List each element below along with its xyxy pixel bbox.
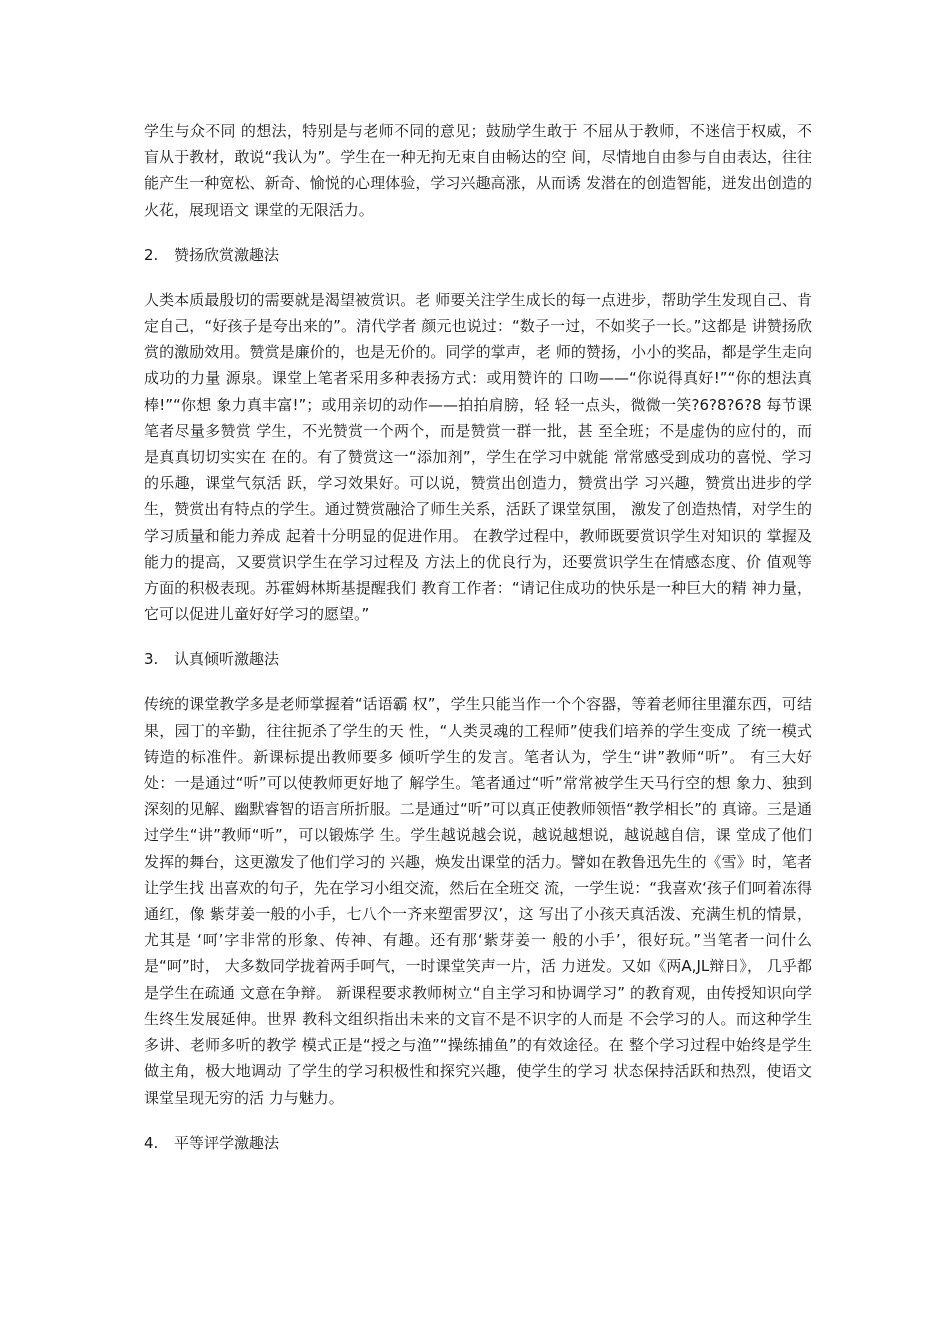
section-number: 2. bbox=[144, 245, 159, 264]
section-title: 认真倾听激趣法 bbox=[174, 650, 280, 669]
section-heading-2 bbox=[144, 242, 812, 268]
section-title: 赞扬欣赏激趣法 bbox=[174, 245, 280, 264]
document-page bbox=[144, 118, 812, 1156]
paragraph-praise: 人类本质最殷切的需要就是渴望被赏识。老 师要关注学生成长的每一点进步，帮助学生发现自己、肯定自己，“好孩子是夸出来的”。清代学者 颜元也说过：“数子一过，不如奖子一长。”这都是 讲赞扬欣赏的激励效用。赞赏是廉价的，也是无价的。同学的掌声，老 师的赞扬，小小的奖品，都是学生走向成功的力量 源泉。课堂上笔者采用多种表扬方式：或用赞许的 口吻——“你说得真好!”“你的想法真棒!”“你想 象力真丰富!”；或用亲切的动作——拍拍肩膀，轻 轻一点头，微微一笑?6?8?6?8 每节课笔者尽量多赞赏 学生，不光赞赏一个两个，而是赞赏一群一批，甚 至全班；不是虚伪的应付的，而是真真切切实实在 在的。有了赞赏这一“添加剂”，学生在学习中就能 常常感受到成功的喜悦、学习的乐趣，课堂气氛活 跃，学习效果好。可以说，赞赏出创造力，赞赏出学 习兴趣，赞赏出进步的学生，赞赏出有特点的学生。通过赞赏融洽了师生关系，活跃了课堂氛围， 激发了创造热情，对学生的学习质量和能力养成 起着十分明显的促进作用。 在教学过程中，教师既要赏识学生对知识的 掌握及能力的提高，又要赏识学生在学习过程及 方法上的优良行为，还要赏识学生在情感态度、价 值观等方面的积极表现。苏霍姆林斯基提醒我们 教育工作者：“请记住成功的快乐是一种巨大的精 神力量，它可以促进儿童好好学习的愿望。” bbox=[144, 290, 812, 624]
section-number: 4. bbox=[144, 1133, 159, 1152]
section-heading-4 bbox=[144, 1130, 812, 1156]
paragraph-listening: 传统的课堂教学多是老师掌握着“话语霸 权”，学生只能当作一个个容器，等着老师往里灌东西，可结果，园丁的辛勤，往往扼杀了学生的天 性，“人类灵魂的工程师”使我们培养的学生变成 了统一模式铸造的标准件。新课标提出教师要多 倾听学生的发言。笔者认为，学生“讲”教师“听”。 有三大好处：一是通过“听”可以使教师更好地了 解学生。笔者通过“听”常常被学生天马行空的想 象力、独到深刻的见解、幽默睿智的语言所折服。二是通过“听”可以真正使教师领悟“教学相长”的 真谛。三是通过学生“讲”教师“听”，可以锻炼学 生。学生越说越会说，越说越想说，越说越自信，课 堂成了他们发挥的舞台，这更激发了他们学习的 兴趣，焕发出课堂的活力。譬如在教鲁迅先生的《雪》时，笔者让学生找 出喜欢的句子，先在学习小组交流，然后在全班交 流，一学生说：“我喜欢‘孩子们呵着冻得通红，像 紫芽姜一般的小手，七八个一齐来塑雷罗汉’，这 写出了小孩天真活泼、充满生机的情景，尤其是 ‘呵’字非常的形象、传神、有趣。还有那‘紫芽姜一 般的小手’，很好玩。”当笔者一问什么是“呵”时， 大多数同学拢着两手呵气，一时课堂笑声一片，活 力迸发。又如《两A,JL辩日》， 几乎都是学生在疏通 文意在争辩。 新课程要求教师树立“自主学习和协调学习” 的教育观，由传授知识向学生终生发展延伸。世界 教科文组织指出未来的文盲不是不识字的人而是 不会学习的人。而这种学生多讲、老师多听的教学 模式正是“授之与渔”“操练捕鱼”的有效途径。在 整个学习过程中始终是学生做主角，极大地调动 了学生的学习积极性和探究兴趣，使学生的学习 状态保持活跃和热烈，使语文课堂呈现无穷的活 力与魅力。 bbox=[144, 695, 812, 1107]
section-number: 3. bbox=[144, 650, 159, 669]
section-heading-3 bbox=[144, 646, 812, 672]
paragraph-intro: 学生与众不同 的想法，特别是与老师不同的意见；鼓励学生敢于 不屈从于教师，不迷信于权威，不盲从于教材，敢说“我认为”。学生在一种无拘无束自由畅达的空 间，尽情地自由参与自由表达，往往能产生一种宽松、新奇、愉悦的心理体验，学习兴趣高涨，从而诱 发潜在的创造智能，迸发出创造的火花，展现语文 课堂的无限活力。 bbox=[144, 122, 812, 219]
section-title: 平等评学激趣法 bbox=[174, 1133, 280, 1152]
